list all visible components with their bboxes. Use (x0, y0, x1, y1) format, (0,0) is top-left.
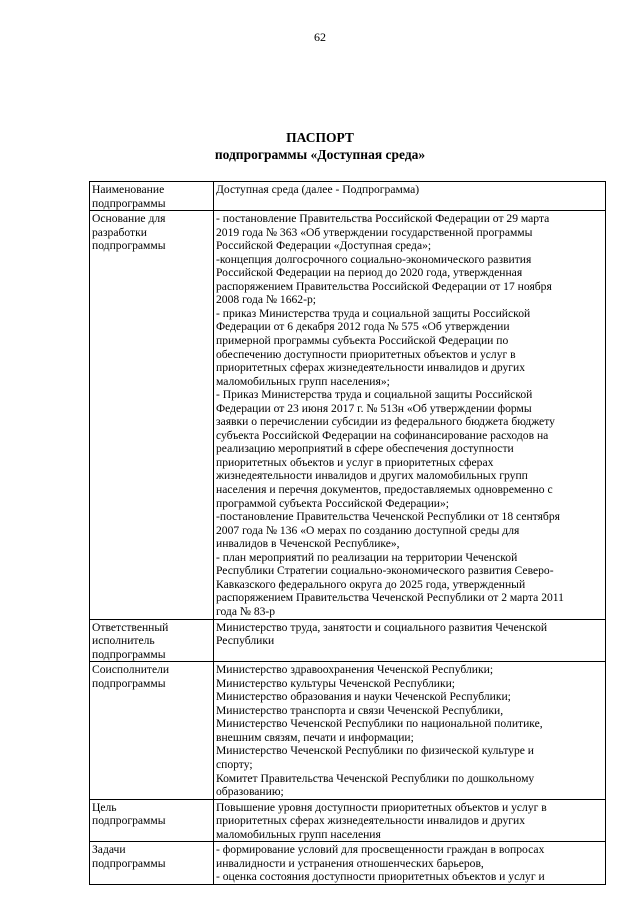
row-label-line: Задачи (92, 843, 126, 857)
row-value-line: Доступная среда (далее - Подпрограмма) (216, 183, 420, 196)
row-label-line: подпрограммы (92, 196, 166, 210)
row-value-line: Российской Федерации на период до 2020 года, утвержденная (216, 266, 523, 280)
row-value-line: реализацию мероприятий в сфере обеспечения доступности (216, 442, 514, 456)
row-value-cell (214, 619, 606, 662)
row-value-line: Российской Федерации «Доступная среда»; (216, 239, 432, 253)
row-value-cell (214, 799, 606, 842)
row-value-line: Министерство образования и науки Чеченской Республики; (216, 690, 511, 704)
row-value-line: Республики (216, 634, 275, 648)
row-value-line: маломобильных групп населения»; (216, 374, 390, 388)
row-value-line: - формирование условий для просвещенности граждан в вопросах (216, 843, 545, 857)
row-label-line: подпрограммы (92, 647, 166, 661)
row-value-line: 2007 года № 136 «О мерах по созданию доступной среды для (216, 523, 520, 537)
passport-row (90, 799, 606, 842)
row-value-line: распоряжением Правительства Российской Федерации от 17 ноября (216, 279, 552, 293)
row-value-line: 2008 года № 1662-р; (216, 293, 316, 307)
row-value-line: приоритетных сферах жизнедеятельности инвалидов и других (216, 361, 526, 375)
row-label-line: подпрограммы (92, 814, 166, 828)
row-value-cell (214, 211, 606, 619)
row-value-line: внешним связям, печати и информации; (216, 730, 414, 744)
row-label-cell (90, 619, 214, 662)
row-label-cell (90, 182, 214, 211)
row-value-line: - постановление Правительства Российской Федерации от 29 марта (216, 212, 550, 226)
row-value-line: -постановление Правительства Чеченской Республики от 18 сентября (216, 510, 560, 524)
row-value-line: Министерство Чеченской Республики по физической культуре и (216, 744, 535, 758)
row-value-line: заявки о перечислении субсидии из федерального бюджета бюджету (216, 415, 555, 429)
row-value-line: спорту; (216, 757, 253, 771)
row-value-line: Министерство культуры Чеченской Республики; (216, 676, 456, 690)
row-label-line: подпрограммы (92, 239, 166, 253)
row-value-line: приоритетных сферах жизнедеятельности инвалидов и других (216, 814, 526, 828)
row-label-cell (90, 662, 214, 799)
row-label-line: подпрограммы (92, 856, 166, 870)
row-value-cell (214, 842, 606, 885)
row-value-line: инвалидов в Чеченской Республике», (216, 537, 400, 551)
row-value-line: Федерации от 6 декабря 2012 года № 575 «Об утверждении (216, 320, 510, 334)
row-value-line: Министерство здравоохранения Чеченской Республики; (216, 663, 494, 677)
row-value-line: обеспечению доступности приоритетных объектов и услуг в (216, 347, 516, 361)
row-value-line: программой субъекта Российской Федерации»; (216, 496, 449, 510)
row-value-line: населения и перечня документов, предоставляемых одновременно с (216, 483, 553, 497)
row-label-line: разработки (92, 225, 147, 239)
passport-table (89, 181, 606, 885)
row-value-line: инвалидности и устранения отношенческих барьеров, (216, 856, 484, 870)
passport-row (90, 619, 606, 662)
row-label-line: Основание для (92, 212, 166, 226)
row-value-line: Кавказского федерального округа до 2025 года, утвержденный (216, 577, 526, 591)
row-value-line: Республики Стратегии социально-экономического развития Северо- (216, 564, 554, 578)
passport-row (90, 211, 606, 619)
row-value-cell (214, 182, 606, 211)
row-value-line: -концепция долгосрочного социально-экономического развития (216, 252, 532, 266)
row-label-cell (90, 799, 214, 842)
passport-row (90, 662, 606, 799)
document-subtitle: подпрограммы «Доступная среда» (214, 147, 426, 162)
row-value-line: - приказ Министерства труда и социальной защиты Российской (216, 306, 531, 320)
row-label-line: Цель (92, 800, 117, 814)
row-value-line: субъекта Российской Федерации на софинансирование расходов на (216, 428, 549, 442)
row-value-line: примерной программы субъекта Российской Федерации по (216, 334, 509, 348)
row-value-line: приоритетных объектов и услуг в приоритетных сферах (216, 455, 494, 469)
row-label-line: подпрограммы (92, 676, 166, 690)
row-value-line: Министерство Чеченской Республики по национальной политике, (216, 717, 543, 731)
passport-row (90, 842, 606, 885)
document-title: ПАСПОРТ (286, 130, 354, 145)
row-value-line: жизнедеятельности инвалидов и других маломобильных групп (216, 469, 528, 483)
row-value-line: года № 83-р (216, 604, 276, 618)
row-value-line: образованию; (216, 785, 284, 799)
row-value-line: Повышение уровня доступности приоритетных объектов и услуг в (216, 800, 547, 814)
row-value-line: Министерство транспорта и связи Чеченской Республики, (216, 703, 504, 717)
row-value-line: Министерство труда, занятости и социального развития Чеченской (216, 620, 548, 634)
row-label-line: Наименование (92, 183, 165, 196)
row-value-line: маломобильных групп населения (216, 827, 381, 841)
row-value-line: - Приказ Министерства труда и социальной защиты Российской (216, 388, 533, 402)
document-title-block (0, 129, 640, 163)
row-value-line: Комитет Правительства Чеченской Республики по дошкольному (216, 771, 535, 785)
row-label-line: исполнитель (92, 634, 155, 648)
row-value-line: Федерации от 23 июня 2017 г. № 513н «Об утверждении формы (216, 401, 532, 415)
page-number: 62 (314, 30, 326, 44)
row-label-line: Соисполнители (92, 663, 170, 677)
row-value-line: - оценка состояния доступности приоритетных объектов и услуг и (216, 870, 545, 884)
row-label-cell (90, 842, 214, 885)
row-value-line: 2019 года № 363 «Об утверждении государственной программы (216, 225, 533, 239)
row-label-cell (90, 211, 214, 619)
row-value-line: - план мероприятий по реализации на территории Чеченской (216, 550, 518, 564)
row-label-line: Ответственный (92, 620, 169, 634)
row-value-line: распоряжением Правительства Чеченской Республики от 2 марта 2011 (216, 591, 564, 605)
passport-row (90, 182, 606, 211)
row-value-cell (214, 662, 606, 799)
